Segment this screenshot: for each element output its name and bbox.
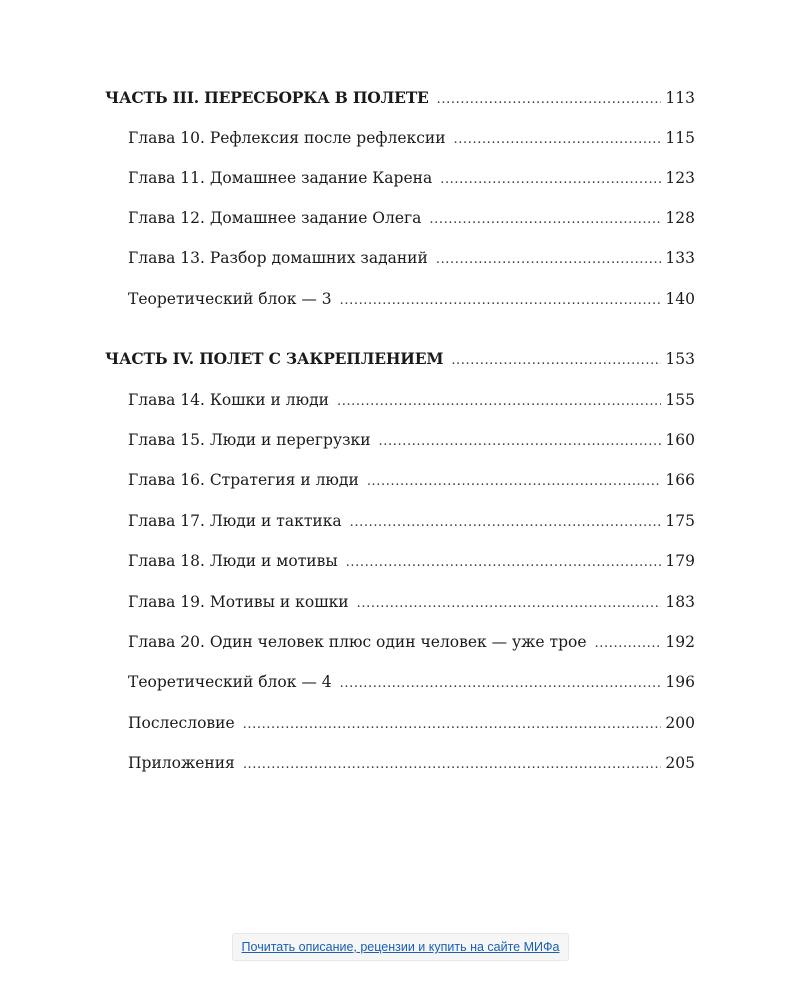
- toc-entry-title: Приложения: [128, 754, 235, 772]
- toc-chapter-13: [128, 246, 695, 270]
- toc-appendices: [128, 751, 695, 775]
- toc-page-number: 153: [665, 350, 695, 368]
- toc-chapter-11: [128, 166, 695, 190]
- dot-leader: [379, 430, 662, 454]
- buy-on-mif-link[interactable]: Почитать описание, рецензии и купить на сайте МИФа: [232, 933, 569, 961]
- toc-theory-block-4: [128, 670, 695, 694]
- toc-entry-title: Теоретический блок — 3: [128, 290, 332, 308]
- toc-entry-title: Теоретический блок — 4: [128, 673, 332, 691]
- toc-page-number: 140: [665, 290, 695, 308]
- dot-leader: [337, 390, 661, 414]
- dot-leader: [454, 128, 662, 152]
- toc-page-number: 205: [665, 754, 695, 772]
- toc-entry-title: Глава 19. Мотивы и кошки: [128, 593, 349, 611]
- toc-entry-title: Глава 20. Один человек плюс один человек — уже трое: [128, 633, 587, 651]
- toc-page-number: 133: [665, 249, 695, 267]
- dot-leader: [595, 632, 662, 656]
- toc-page-number: 192: [665, 633, 695, 651]
- toc-page-number: 113: [665, 89, 695, 107]
- toc-entry-title: Глава 15. Люди и перегрузки: [128, 431, 371, 449]
- dot-leader: [367, 470, 662, 494]
- toc-chapter-16: [128, 468, 695, 492]
- toc-chapter-20: [128, 630, 695, 654]
- toc-chapter-14: [128, 388, 695, 412]
- toc-entry-title: ЧАСТЬ III. ПЕРЕСБОРКА В ПОЛЕТЕ: [105, 88, 429, 107]
- dot-leader: [346, 551, 662, 575]
- toc-chapter-15: [128, 428, 695, 452]
- toc-part-3: [105, 86, 695, 110]
- toc-chapter-17: [128, 509, 695, 533]
- dot-leader: [451, 349, 661, 373]
- toc-chapter-18: [128, 549, 695, 573]
- dot-leader: [357, 592, 662, 616]
- dot-leader: [440, 168, 661, 192]
- toc-page-number: 128: [665, 209, 695, 227]
- dot-leader: [243, 713, 662, 737]
- toc-page-number: 115: [665, 129, 695, 147]
- toc-page-number: 123: [665, 169, 695, 187]
- toc-entry-title: Глава 10. Рефлексия после рефлексии: [128, 129, 446, 147]
- toc-page-number: 175: [665, 512, 695, 530]
- toc-entry-title: Глава 12. Домашнее задание Олега: [128, 209, 422, 227]
- toc-page-number: 183: [665, 593, 695, 611]
- toc-page-number: 166: [665, 471, 695, 489]
- toc-entry-title: Глава 14. Кошки и люди: [128, 391, 329, 409]
- dot-leader: [436, 248, 662, 272]
- toc-entry-title: Глава 11. Домашнее задание Карена: [128, 169, 433, 187]
- toc-entry-title: Глава 17. Люди и тактика: [128, 512, 342, 530]
- dot-leader: [340, 672, 662, 696]
- toc-entry-title: Послесловие: [128, 714, 235, 732]
- toc-chapter-10: [128, 126, 695, 150]
- toc-theory-block-3: [128, 287, 695, 311]
- toc-entry-title: Глава 16. Стратегия и люди: [128, 471, 359, 489]
- toc-page-number: 200: [665, 714, 695, 732]
- toc-afterword: [128, 711, 695, 735]
- toc-page-number: 179: [665, 552, 695, 570]
- toc-entry-title: Глава 13. Разбор домашних заданий: [128, 249, 428, 267]
- dot-leader: [243, 753, 662, 777]
- toc-page-number: 160: [665, 431, 695, 449]
- toc-page-number: 155: [665, 391, 695, 409]
- toc-chapter-12: [128, 206, 695, 230]
- dot-leader: [350, 511, 662, 535]
- dot-leader: [429, 208, 661, 232]
- toc-entry-title: ЧАСТЬ IV. ПОЛЕТ С ЗАКРЕПЛЕНИЕМ: [105, 349, 444, 368]
- toc-chapter-19: [128, 590, 695, 614]
- dot-leader: [340, 289, 662, 313]
- toc-page-number: 196: [665, 673, 695, 691]
- toc-part-4: [105, 347, 695, 371]
- dot-leader: [437, 88, 662, 112]
- toc-entry-title: Глава 18. Люди и мотивы: [128, 552, 338, 570]
